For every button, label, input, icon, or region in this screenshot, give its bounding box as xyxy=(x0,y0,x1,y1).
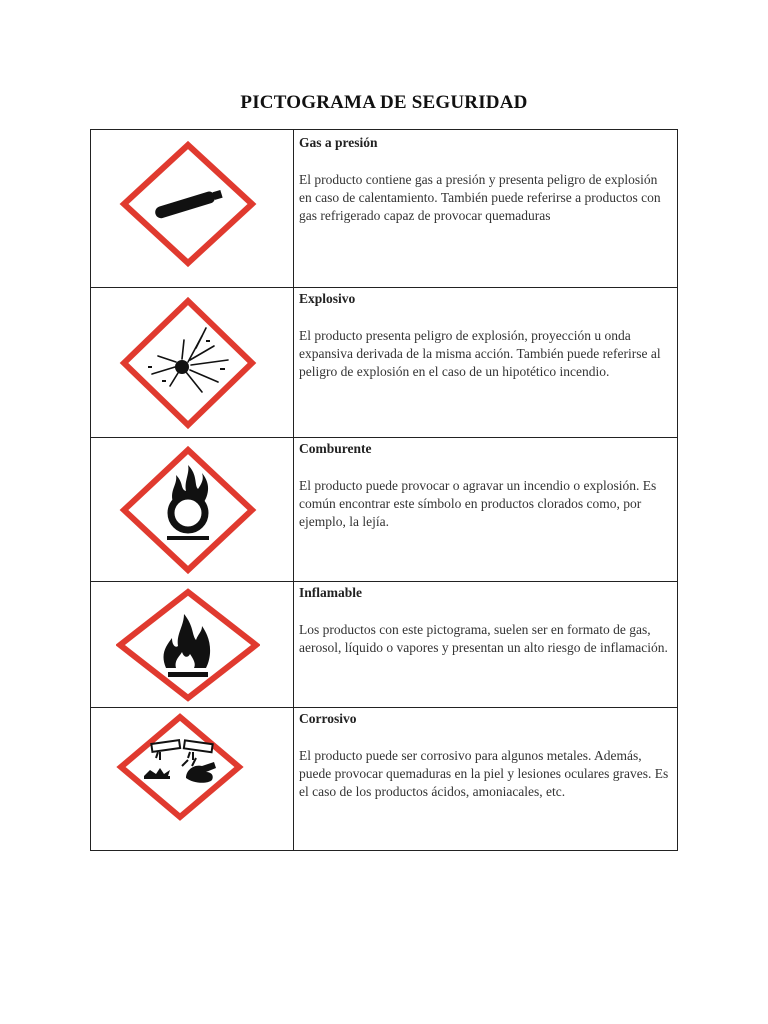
column-divider xyxy=(293,130,294,850)
row-description: El producto puede provocar o agravar un incendio o explosión. Es común encontrar este símbolo en productos clorados como, por ejemplo, la lejía. xyxy=(299,478,657,529)
pictogram-table xyxy=(90,129,678,851)
row-divider xyxy=(91,287,677,288)
corrosion-icon xyxy=(116,712,244,822)
row-description: El producto contiene gas a presión y presenta peligro de explosión en caso de calentamiento. También puede referirse a productos con gas refrigerado capaz de provocar quemaduras xyxy=(299,172,661,223)
row-divider xyxy=(91,581,677,582)
row-heading: Inflamable xyxy=(299,585,363,600)
row-heading: Explosivo xyxy=(299,291,356,306)
row-description: El producto presenta peligro de explosión, proyección u onda expansiva derivada de la misma acción. También puede referirse al peligro de explosión en el caso de un hipotético incendio. xyxy=(299,328,661,379)
row-divider xyxy=(91,437,677,438)
flame-over-circle-icon xyxy=(118,445,258,575)
exploding-bomb-icon xyxy=(118,296,258,430)
row-heading: Corrosivo xyxy=(299,711,357,726)
page-title: PICTOGRAMA DE SEGURIDAD xyxy=(240,92,528,113)
row-description: Los productos con este pictograma, suelen ser en formato de gas, aerosol, líquido o vapores y presentan un alto riesgo de inflamación. xyxy=(299,622,668,655)
row-heading: Gas a presión xyxy=(299,135,378,150)
row-divider xyxy=(91,707,677,708)
row-description: El producto puede ser corrosivo para algunos metales. Además, puede provocar quemaduras en la piel y lesiones oculares graves. Es el caso de los productos ácidos, amoniacales, etc. xyxy=(299,748,669,799)
row-heading: Comburente xyxy=(299,441,372,456)
flame-icon xyxy=(116,588,260,702)
gas-cylinder-icon xyxy=(118,140,258,268)
